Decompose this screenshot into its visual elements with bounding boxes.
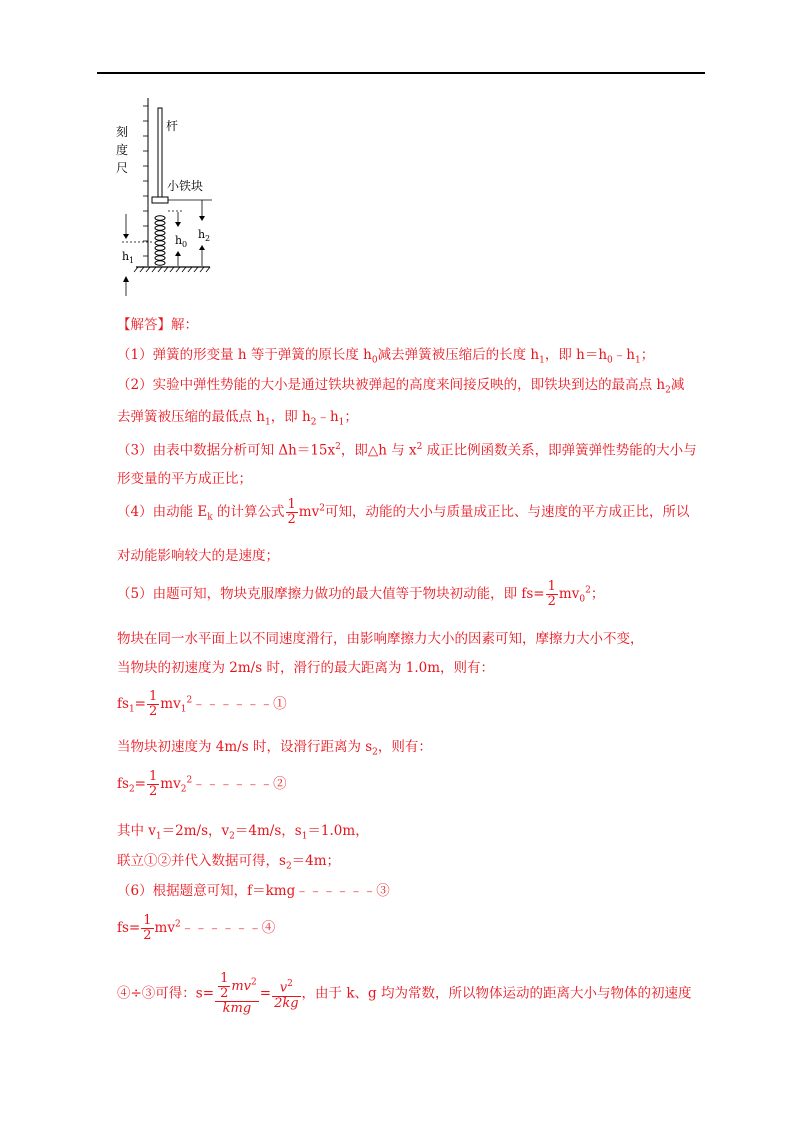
solution-p3b: 形变量的平方成正比；: [117, 471, 252, 487]
spring-apparatus-figure: [112, 96, 222, 301]
equation-2: $fs_2=$ $\frac{1}{2}$ $mv_2^2﹣﹣﹣﹣﹣﹣②$: [117, 769, 287, 799]
ruler-label-2: 度: [116, 143, 129, 157]
h0-label: h: [175, 234, 183, 247]
solution-p5: （5）由题可知，物块克服摩擦力做功的最大值等于物块初动能，即 fs= $\frac{1}{2}$ $mv_0^2$；: [117, 579, 605, 609]
equation-4: fs= $\frac{1}{2}$ $mv^2﹣﹣﹣﹣﹣﹣④$: [117, 913, 276, 943]
solution-p4b: 对动能影响较大的是速度；: [117, 548, 279, 564]
solution-p1: （1）弹簧的形变量 h 等于弹簧的原长度 $h_0$减去弹簧被压缩后的长度 $h_1$，即 $h=h_0﹣h_1$；: [117, 347, 655, 366]
solution-p12: ④÷③可得：s= $\frac{1}{2}$ $mv^2$ kmg = $\frac{v^2}{2kg}$ ，由于 k、g 均为常数，所以物体运动的距离大小与物体的初速度: [117, 971, 692, 1016]
solution-p6: 物块在同一水平面上以不同速度滑行，由影响摩擦力大小的因素可知，摩擦力大小不变，: [117, 631, 644, 647]
rod-label: 杆: [166, 119, 179, 133]
solution-p4a: （4）由动能 $E_k$ 的计算公式 $\frac{1}{2}$ $mv^2$可知，动能的大小与质量成正比、与速度的平方成正比，所以: [117, 497, 690, 527]
ruler-label-3: 尺: [116, 161, 129, 175]
solution-p8: 当物块初速度为 4m/s 时，设滑行距离为 $s_2$，则有：: [117, 739, 432, 758]
solution-p9: 其中 $v_1=2m/s$，$v_2=4m/s$，$s_1=1.0m$，: [117, 823, 369, 842]
solution-p7: 当物块的初速度为 2m/s 时，滑行的最大距离为 1.0m，则有：: [117, 660, 495, 676]
header-rule: [97, 72, 705, 74]
solution-p2a: （2）实验中弹性势能的大小是通过铁块被弹起的高度来间接反映的，即铁块到达的最高点 $h_2$减: [117, 377, 685, 396]
solution-p11: （6）根据题意可知，f＝kmg﹣﹣﹣﹣﹣﹣③: [117, 883, 390, 899]
h1-sub: 1: [129, 256, 135, 265]
equation-1: $fs_1=$ $\frac{1}{2}$ $mv_1^2﹣﹣﹣﹣﹣﹣①$: [117, 689, 287, 719]
h2-sub: 2: [205, 234, 211, 243]
ruler-label-1: 刻: [116, 125, 129, 139]
h1-label: h: [122, 250, 130, 263]
solution-p3a: （3）由表中数据分析可知 $\Delta h=15x^2$，即△h 与 $x^2$ 成正比例函数关系，即弹簧弹性势能的大小与: [117, 442, 697, 459]
h0-sub: 0: [182, 240, 188, 249]
block-label: 小铁块: [167, 179, 204, 193]
solution-header: 【解答】解：: [117, 317, 198, 333]
solution-p2b: 去弹簧被压缩的最低点 $h_1$，即 $h_2﹣h_1$；: [117, 409, 358, 428]
spring-apparatus-diagram: [112, 96, 222, 301]
h2-label: h: [198, 228, 206, 241]
solution-p10: 联立①②并代入数据可得，$s_2=4m$；: [117, 853, 341, 872]
